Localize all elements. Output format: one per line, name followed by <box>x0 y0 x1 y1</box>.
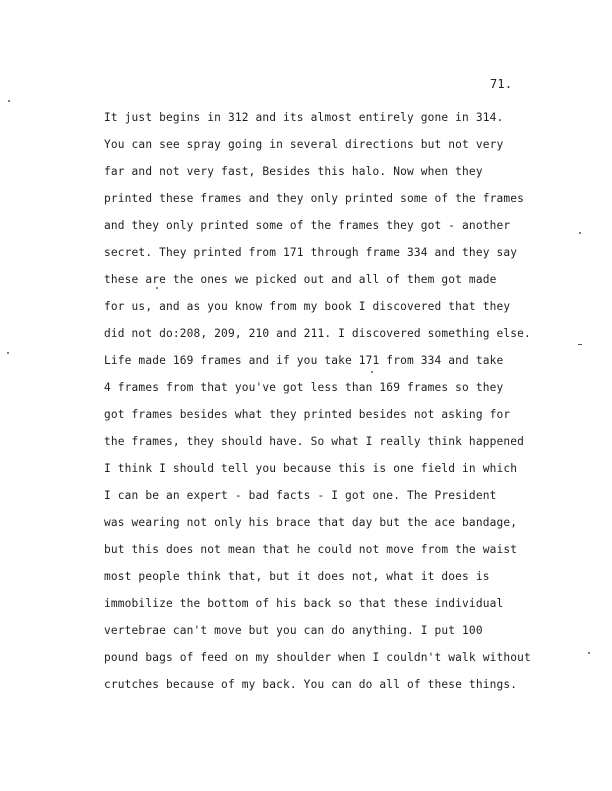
scan-speck <box>8 100 10 102</box>
text-line: It just begins in 312 and its almost entirely gone in 314. <box>104 111 504 124</box>
scan-speck <box>588 652 590 654</box>
scan-speck <box>579 232 581 234</box>
text-line: immobilize the bottom of his back so that these individual <box>104 597 504 610</box>
text-line: printed these frames and they only printed some of the frames <box>104 192 525 205</box>
text-line: the frames, they should have. So what I really think happened <box>104 435 525 448</box>
scan-speck <box>7 352 9 354</box>
text-line: far and not very fast, Besides this halo. Now when they <box>104 165 483 178</box>
text-line: was wearing not only his brace that day but the ace bandage, <box>104 516 518 529</box>
text-line: did not do:208, 209, 210 and 211. I discovered something else. <box>104 327 531 340</box>
text-line: vertebrae can't move but you can do anything. I put 100 <box>104 624 483 637</box>
text-line: Life made 169 frames and if you take 171 from 334 and take <box>104 354 504 367</box>
scan-speck <box>371 371 373 373</box>
text-line: got frames besides what they printed besides not asking for <box>104 408 511 421</box>
text-line: for us, and as you know from my book I discovered that they <box>104 300 511 313</box>
scan-speck <box>578 344 582 345</box>
text-line: 4 frames from that you've got less than 169 frames so they <box>104 381 504 394</box>
text-line: pound bags of feed on my shoulder when I couldn't walk without <box>104 651 531 664</box>
text-line: I can be an expert - bad facts - I got one. The President <box>104 489 497 502</box>
text-line: crutches because of my back. You can do all of these things. <box>104 678 518 691</box>
text-line: and they only printed some of the frames they got - another <box>104 219 511 232</box>
scan-speck <box>156 287 158 289</box>
text-line: these are the ones we picked out and all of them got made <box>104 273 497 286</box>
text-line: You can see spray going in several directions but not very <box>104 138 504 151</box>
text-line: secret. They printed from 171 through frame 334 and they say <box>104 246 518 259</box>
text-line: most people think that, but it does not, what it does is <box>104 570 490 583</box>
text-line: I think I should tell you because this is one field in which <box>104 462 518 475</box>
transcript-body <box>104 104 584 698</box>
page-number: 71. <box>490 77 513 91</box>
text-line: but this does not mean that he could not move from the waist <box>104 543 518 556</box>
